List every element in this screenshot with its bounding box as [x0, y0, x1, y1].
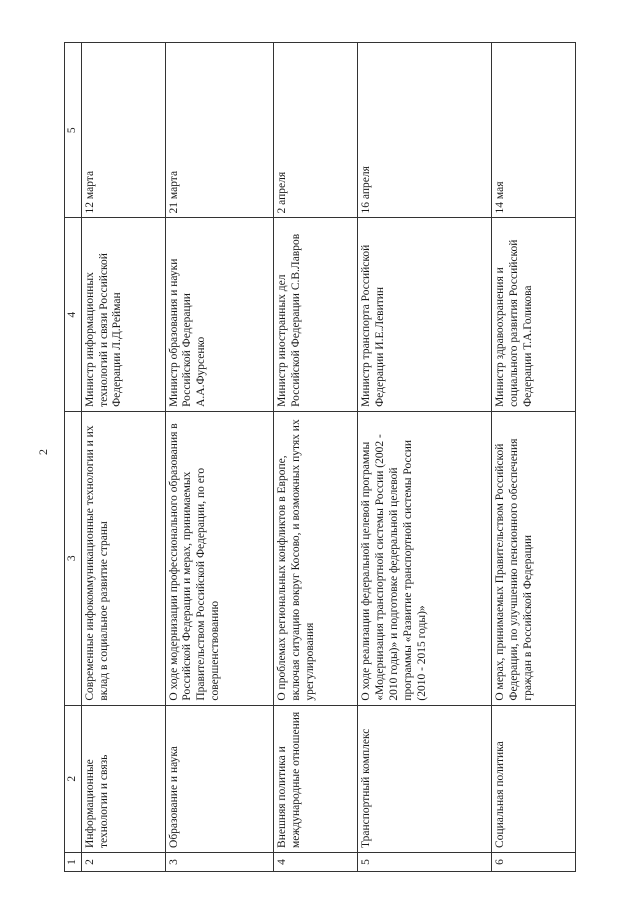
date-cell: 12 марта — [81, 43, 165, 218]
row-number: 6 — [492, 852, 576, 871]
speaker-cell: Министр информационных технологий и связи Российской Федерации Л.Д.Рейман — [81, 218, 165, 411]
topic-cell: О ходе модернизации профессионального образования в Российской Федерации и мерах, принимаемых Правительством Российской Федерации, по его совершенствованию — [165, 411, 274, 705]
table-row — [358, 43, 492, 872]
topic-cell: О мерах, принимаемых Правительством Российской Федерации, по улучшению пенсионного обеспечения граждан в Российской Федерации — [492, 411, 576, 705]
area-cell: Информационные технологии и связь — [81, 705, 165, 852]
schedule-table — [64, 42, 576, 872]
date-cell: 14 мая — [492, 43, 576, 218]
column-header-3: 3 — [65, 411, 82, 705]
column-header-2: 2 — [65, 705, 82, 852]
area-cell: Социальная политика — [492, 705, 576, 852]
area-cell: Транспортный комплекс — [358, 705, 492, 852]
topic-cell: О ходе реализации федеральной целевой программы «Модернизация транспортной системы России (2002 - 2010 годы)» и подготовке федеральной целевой программы «Развитие транспортной системы России (2010 - 2015 годы)» — [358, 411, 492, 705]
area-cell: Образование и наука — [165, 705, 274, 852]
table-row — [274, 43, 358, 872]
column-header-4: 4 — [65, 218, 82, 411]
table-row — [492, 43, 576, 872]
date-cell: 2 апреля — [274, 43, 358, 218]
column-header-1: 1 — [65, 852, 82, 871]
area-cell: Внешняя политика и международные отношения — [274, 705, 358, 852]
topic-cell: О проблемах региональных конфликтов в Европе, включая ситуацию вокруг Косово, и возможных путях их урегулирования — [274, 411, 358, 705]
topic-cell: Современные инфокоммуникационные технологии и их вклад в социальное развитие страны — [81, 411, 165, 705]
date-cell: 16 апреля — [358, 43, 492, 218]
page-number: 2 — [36, 449, 50, 455]
row-number: 5 — [358, 852, 492, 871]
column-header-5: 5 — [65, 43, 82, 218]
speaker-cell: Министр образования и науки Российской Федерации А.А.Фурсенко — [165, 218, 274, 411]
row-number: 3 — [165, 852, 274, 871]
table-header-row — [65, 43, 82, 872]
row-number: 4 — [274, 852, 358, 871]
table-row — [81, 43, 165, 872]
table-row — [165, 43, 274, 872]
speaker-cell: Министр здравоохранения и социального развития Российской Федерации Т.А.Голикова — [492, 218, 576, 411]
date-cell: 21 марта — [165, 43, 274, 218]
rotated-table-wrapper — [64, 42, 576, 872]
speaker-cell: Министр иностранных дел Российской Федерации С.В.Лавров — [274, 218, 358, 411]
speaker-cell: Министр транспорта Российской Федерации И.Е.Левитин — [358, 218, 492, 411]
row-number: 2 — [81, 852, 165, 871]
